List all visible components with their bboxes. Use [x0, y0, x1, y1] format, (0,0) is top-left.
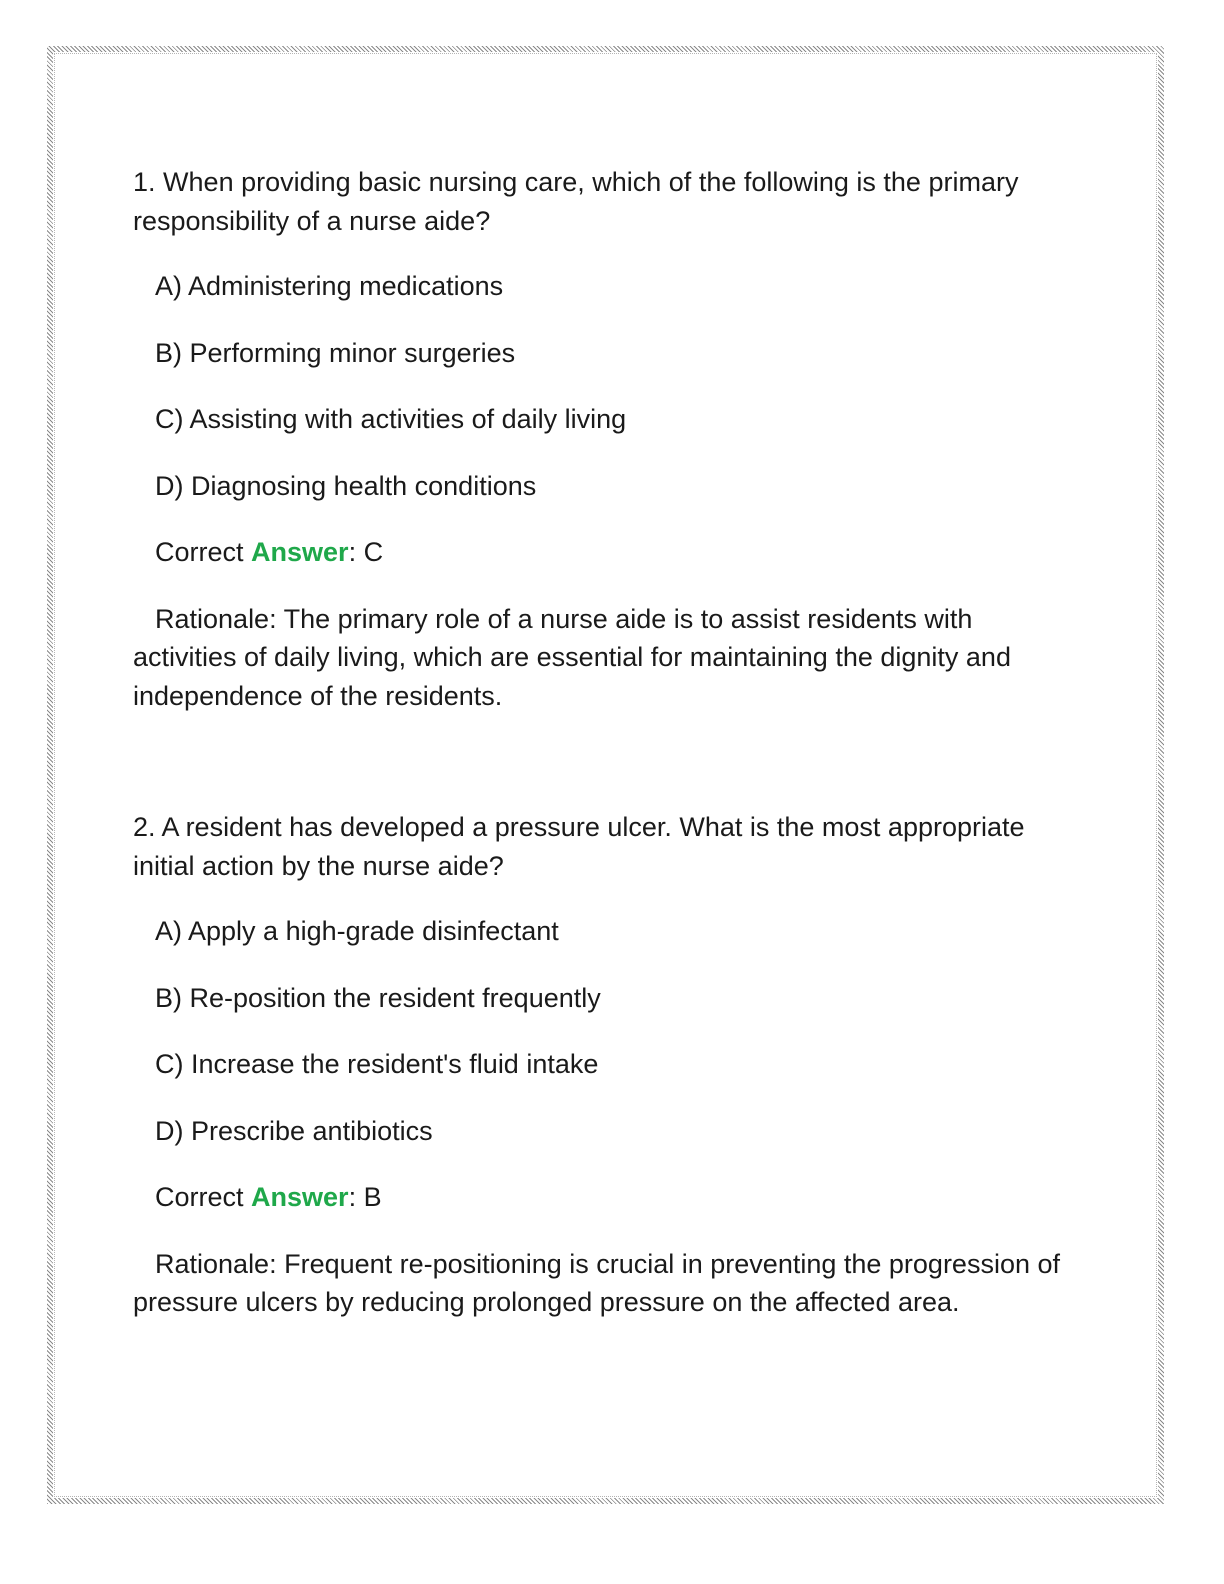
answer-letter: : B: [348, 1182, 382, 1212]
answer-letter: : C: [348, 537, 384, 567]
question-block-1: [133, 163, 1063, 715]
rationale-text: Rationale: The primary role of a nurse aide is to assist residents with activities of daily living, which are essential for maintaining the dignity and independence of the residents.: [133, 603, 1011, 711]
correct-answer-line: [155, 533, 1063, 572]
correct-label: Correct: [155, 1182, 252, 1212]
option-b: B) Performing minor surgeries: [155, 337, 516, 368]
section-spacer: [133, 715, 1063, 808]
question-text: [133, 808, 1063, 885]
question-text: [133, 163, 1063, 240]
question-number: 1.: [133, 167, 156, 197]
option-c: C) Increase the resident's fluid intake: [155, 1049, 599, 1079]
rationale-text: Rationale: Frequent re-positioning is crucial in preventing the progression of pressure ulcers by reducing prolonged pressure on the affected area.: [133, 1248, 1061, 1317]
answer-keyword: Answer: [251, 1182, 349, 1212]
correct-label: Correct: [155, 537, 252, 567]
question-block-2: [133, 808, 1063, 1322]
answer-keyword: Answer: [251, 537, 349, 567]
document-content: [133, 163, 1063, 1322]
option-d: D) Prescribe antibiotics: [155, 1115, 433, 1146]
question-body: When providing basic nursing care, which of the following is the primary responsibility of a nurse aide?: [133, 167, 1019, 236]
question-number: 2.: [133, 812, 156, 842]
option-a: A) Apply a high-grade disinfectant: [155, 916, 559, 946]
correct-answer-line: [155, 1178, 1063, 1217]
option-b: B) Re-position the resident frequently: [155, 982, 601, 1013]
option-d: D) Diagnosing health conditions: [155, 470, 537, 501]
option-c: C) Assisting with activities of daily living: [155, 404, 627, 434]
option-a: A) Administering medications: [155, 271, 504, 301]
question-body: A resident has developed a pressure ulcer. What is the most appropriate initial action by the nurse aide?: [133, 812, 1025, 881]
